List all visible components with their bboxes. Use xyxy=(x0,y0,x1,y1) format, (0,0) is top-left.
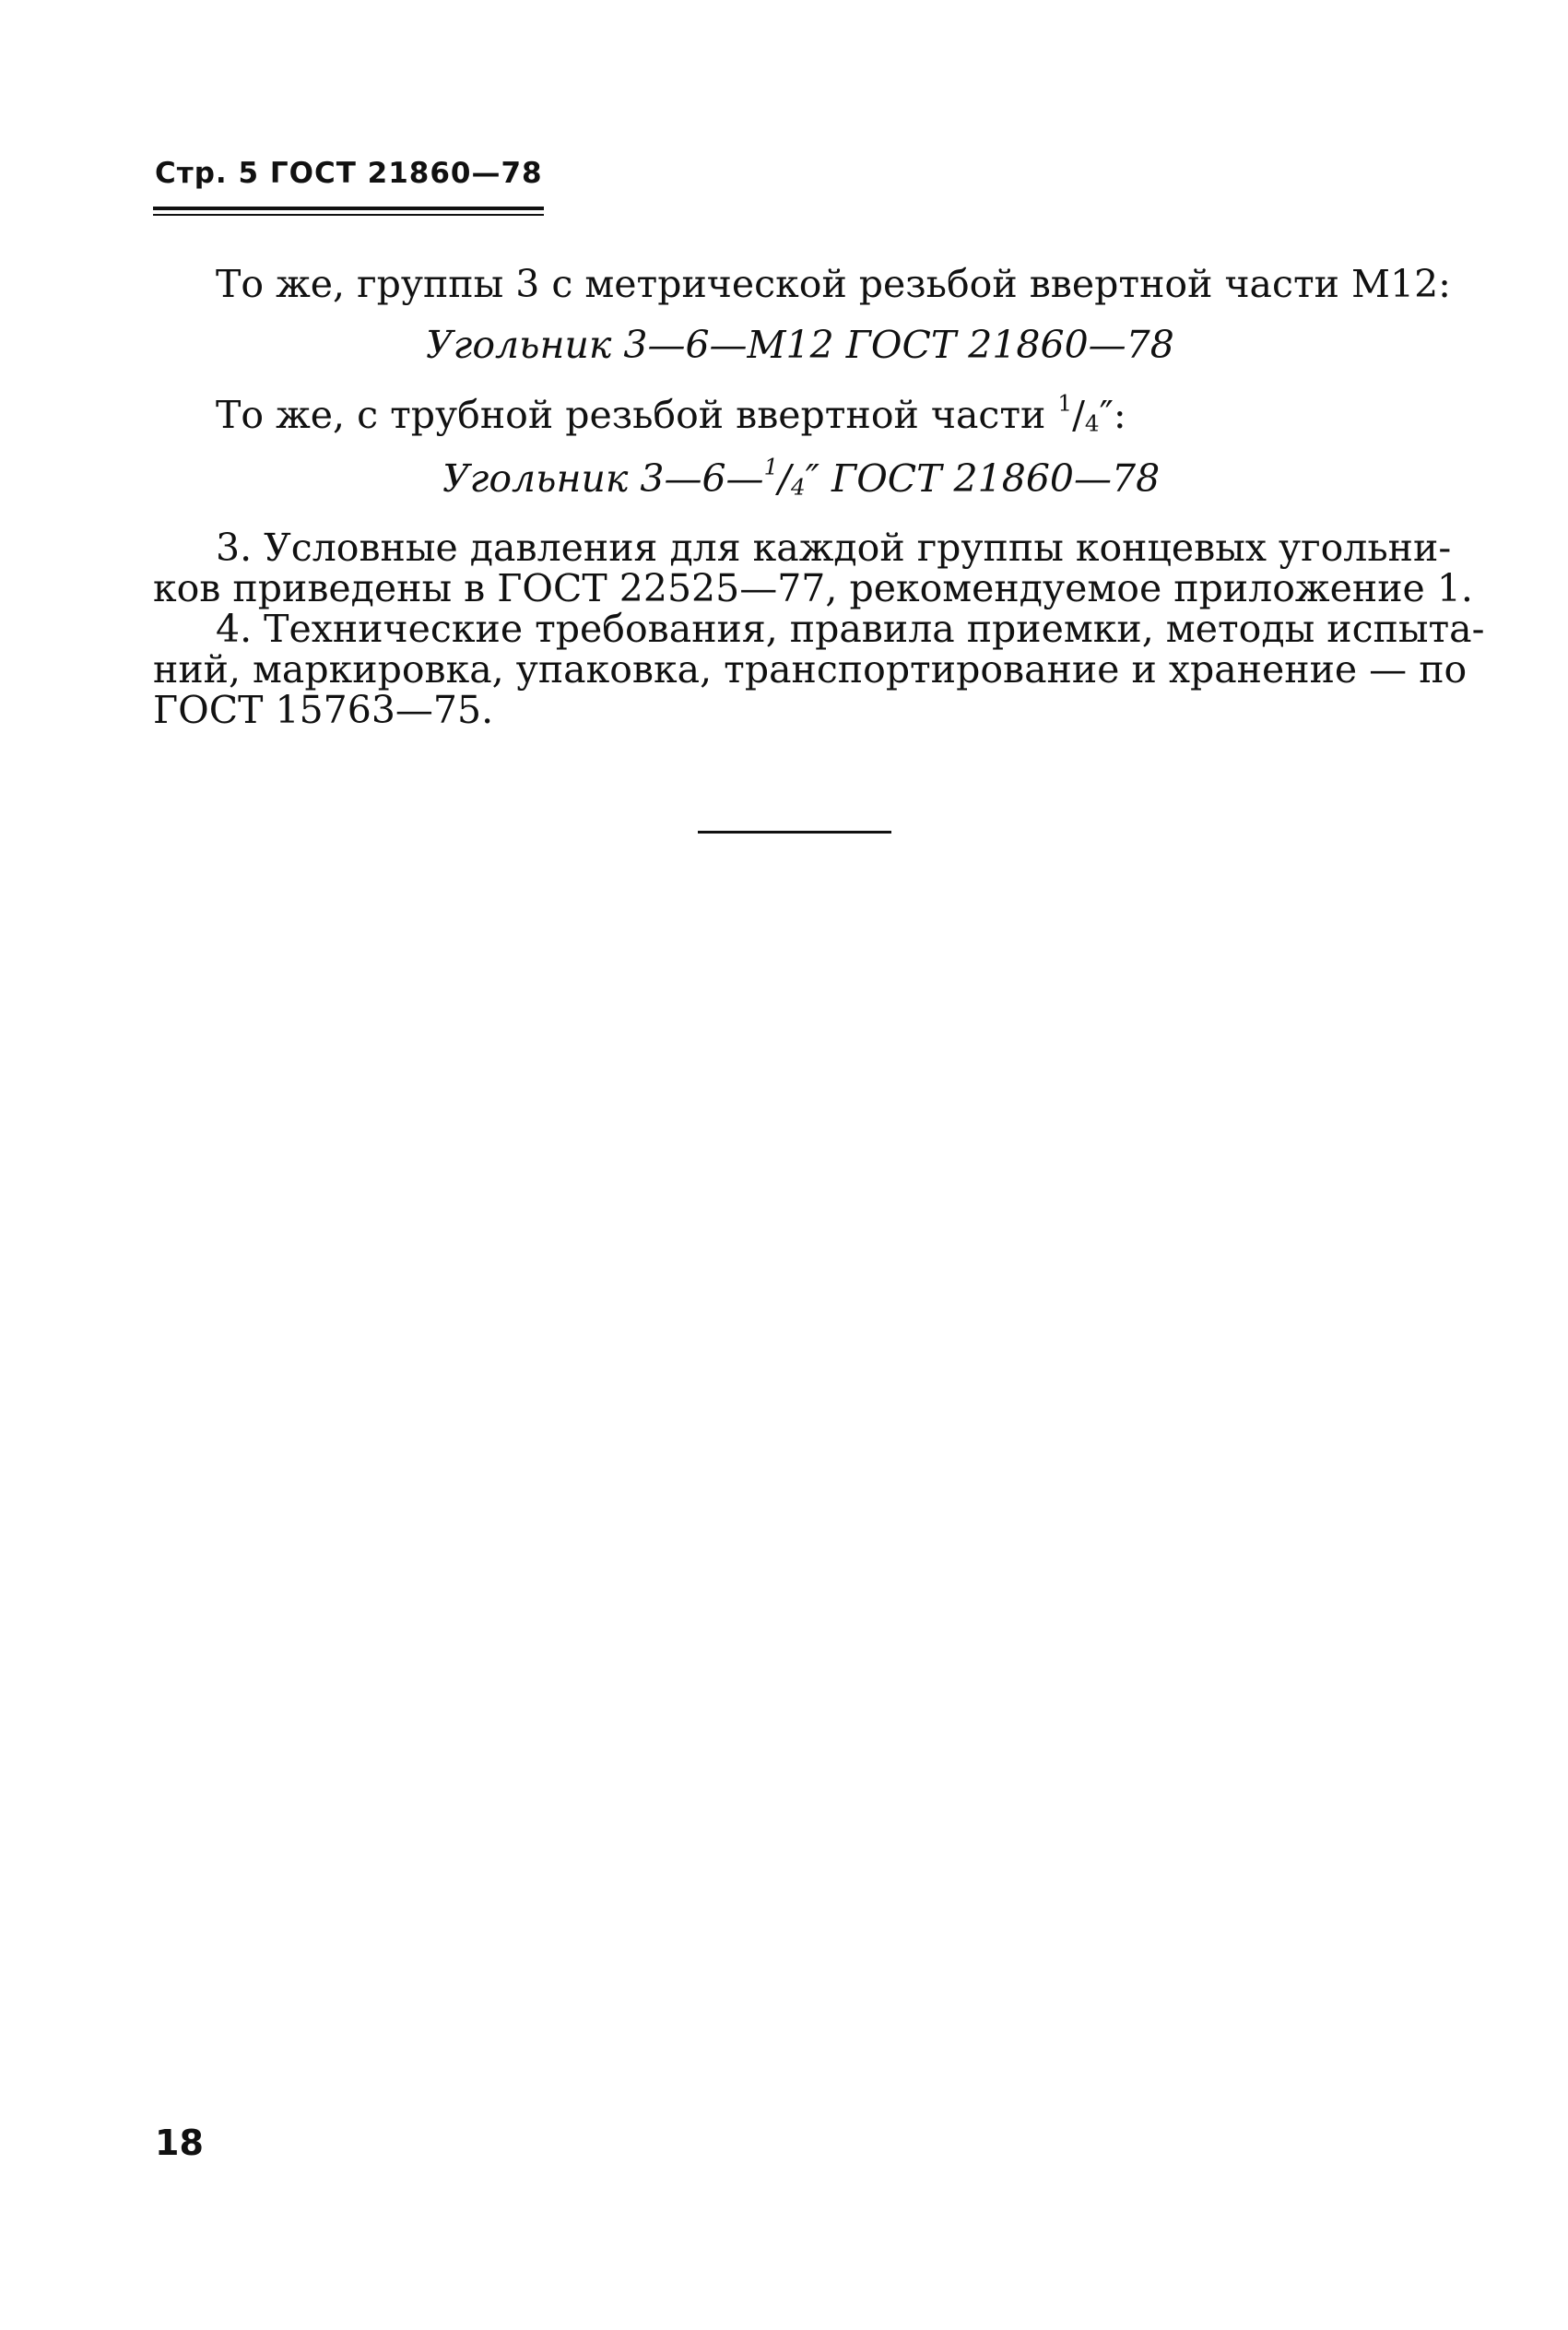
page-number: 18 xyxy=(155,2123,204,2163)
item-3-line-2-text: ков приведены в ГОСТ 22525—77, рекомендуемое приложение 1. xyxy=(153,566,1473,610)
item-4-line-1-text: 4. Технические требования, правила приемки, методы испыта- xyxy=(216,607,1485,651)
fraction-denominator: 4 xyxy=(1084,409,1100,437)
header-rule-thick xyxy=(153,207,544,210)
header-rule-thin xyxy=(153,214,544,216)
example-intro-pipe xyxy=(153,391,1432,439)
example-intro-metric xyxy=(153,260,1451,308)
page-header: Стр. 5 ГОСТ 21860—78 xyxy=(155,157,543,190)
pipe-fraction-denominator: 4 xyxy=(791,473,806,501)
item-4-line-3 xyxy=(153,686,1432,734)
example-designation-metric: Угольник 3—6—М12 ГОСТ 21860—78 xyxy=(426,323,1174,367)
example-designation-pipe-prefix: Угольник 3—6— xyxy=(442,456,764,501)
fraction-slash: / xyxy=(1072,393,1085,437)
item-3-line-1-text: 3. Условные давления для каждой группы концевых угольни- xyxy=(216,526,1452,570)
example-designation-pipe-suffix: ″ ГОСТ 21860—78 xyxy=(805,456,1161,501)
example-intro-metric-text: То же, группы 3 с метрической резьбой ввертной части М12: xyxy=(216,262,1451,306)
pipe-fraction-slash: / xyxy=(778,456,792,501)
fraction-numerator: 1 xyxy=(1057,389,1073,417)
example-designation-pipe xyxy=(442,453,1161,501)
pipe-fraction-numerator: 1 xyxy=(763,453,779,480)
item-4-line-3-text: ГОСТ 15763—75. xyxy=(153,688,494,732)
item-4-line-2-text: ний, маркировка, упаковка, транспортирование и хранение — по xyxy=(153,647,1468,692)
example-intro-pipe-text: То же, с трубной резьбой ввертной части xyxy=(216,393,1058,437)
section-end-rule xyxy=(698,831,891,834)
inch-colon: ″: xyxy=(1099,393,1126,437)
